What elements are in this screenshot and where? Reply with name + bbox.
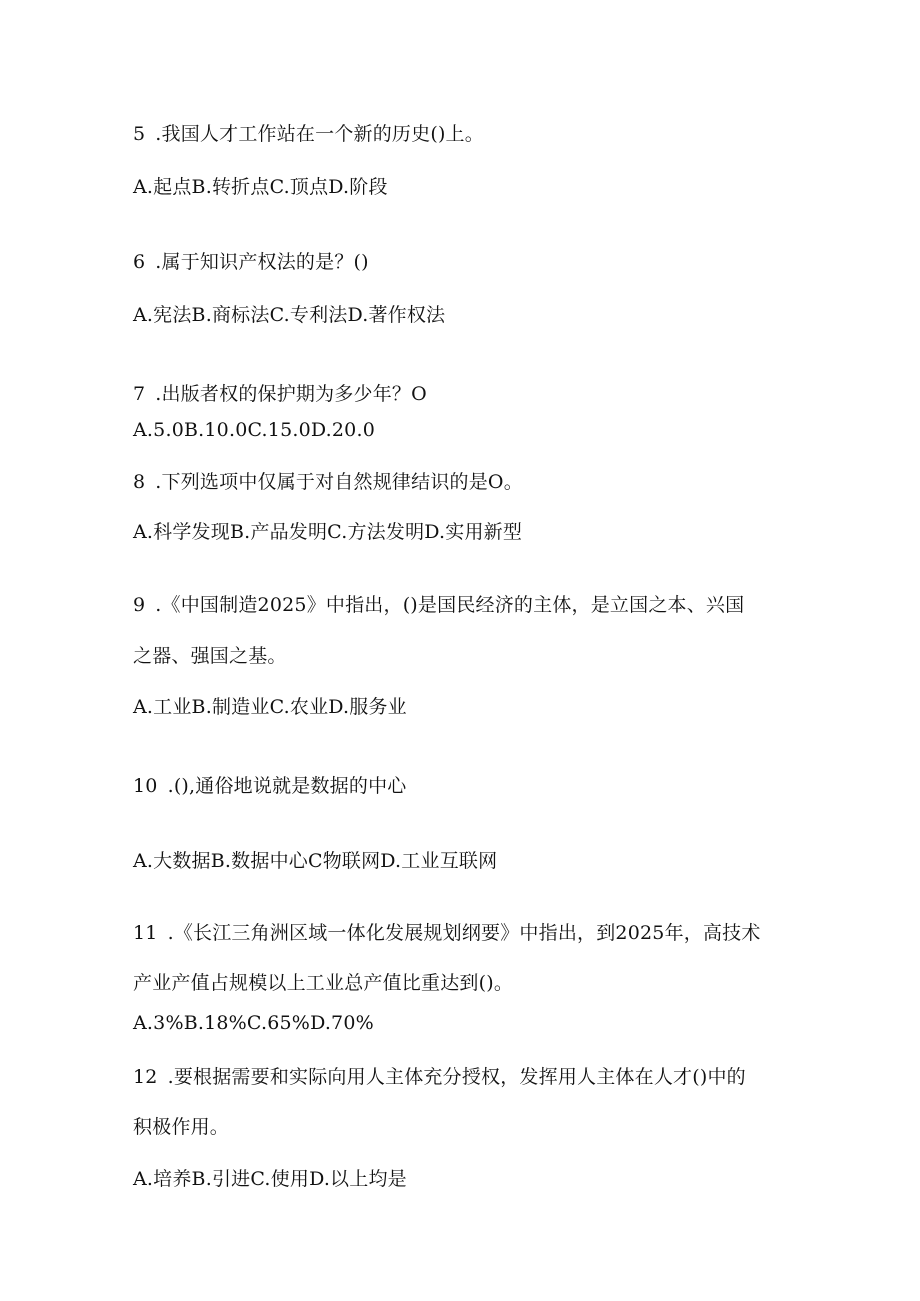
question-text: .出版者权的保护期为多少年？O xyxy=(155,383,427,405)
question-number: 7 xyxy=(133,383,146,405)
question-text: .《长江三角洲区域一体化发展规划纲要》中指出，到2025年，高技术 xyxy=(167,922,761,944)
question-text: .我国人才工作站在一个新的历史()上。 xyxy=(155,123,484,145)
question-text: .《中国制造2025》中指出，()是国民经济的主体，是立国之本、兴国 xyxy=(155,594,745,616)
question-8-stem xyxy=(133,469,523,495)
question-9-options: A.工业B.制造业C.农业D.服务业 xyxy=(133,696,407,718)
question-6-stem xyxy=(133,249,369,275)
question-text: .下列选项中仅属于对自然规律结识的是O。 xyxy=(155,471,523,493)
question-11-options: A.3%B.18%C.65%D.70% xyxy=(133,1012,374,1034)
question-12-stem-line-1 xyxy=(133,1064,746,1090)
question-7-stem xyxy=(133,381,427,407)
question-5-stem xyxy=(133,121,484,147)
question-7-options: A.5.0B.10.0C.15.0D.20.0 xyxy=(133,419,375,441)
question-12-stem-line-2: 积极作用。 xyxy=(133,1116,230,1138)
question-6-options: A.宪法B.商标法C.专利法D.著作权法 xyxy=(133,304,446,326)
question-number: 10 xyxy=(133,775,158,797)
question-text: .(),通俗地说就是数据的中心 xyxy=(167,775,407,797)
question-8-options: A.科学发现B.产品发明C.方法发明D.实用新型 xyxy=(133,521,523,543)
question-10-options: A.大数据B.数据中心C物联网D.工业互联网 xyxy=(133,850,498,872)
question-text: .属于知识产权法的是？() xyxy=(155,251,369,273)
question-text: .要根据需要和实际向用人主体充分授权，发挥用人主体在人才()中的 xyxy=(167,1066,746,1088)
question-number: 11 xyxy=(133,922,158,944)
question-11-stem-line-2: 产业产值占规模以上工业总产值比重达到()。 xyxy=(133,972,514,994)
question-number: 9 xyxy=(133,594,146,616)
question-number: 12 xyxy=(133,1066,158,1088)
question-number: 8 xyxy=(133,471,146,493)
question-9-stem-line-2: 之器、强国之基。 xyxy=(133,645,287,667)
question-number: 5 xyxy=(133,123,146,145)
question-10-stem xyxy=(133,773,406,799)
question-12-options: A.培养B.引进C.使用D.以上均是 xyxy=(133,1168,407,1190)
question-9-stem-line-1 xyxy=(133,592,744,618)
question-number: 6 xyxy=(133,251,146,273)
question-11-stem-line-1 xyxy=(133,920,761,946)
question-5-options: A.起点B.转折点C.顶点D.阶段 xyxy=(133,176,388,198)
